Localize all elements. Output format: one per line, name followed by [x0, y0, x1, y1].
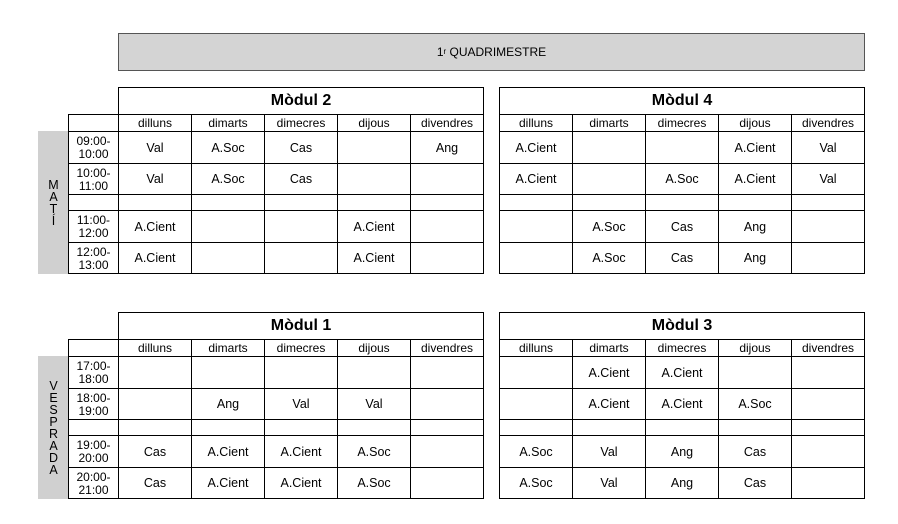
schedule-cell — [500, 195, 573, 211]
schedule-cell: A.Cient — [265, 436, 338, 468]
schedule-cell: Val — [119, 164, 192, 195]
time-slot — [70, 167, 117, 193]
schedule-cell: Cas — [646, 211, 719, 243]
schedule-cell: Cas — [265, 132, 338, 164]
schedule-cell — [792, 357, 865, 389]
day-header: dimecres — [646, 115, 719, 132]
day-header: dimarts — [192, 115, 265, 132]
schedule-cell: Val — [573, 436, 646, 468]
time-text: 12:00- — [76, 244, 111, 259]
time-slot — [70, 439, 117, 465]
time-row-border — [68, 273, 119, 274]
schedule-cell: Cas — [265, 164, 338, 195]
schedule-cell — [792, 420, 865, 436]
schedule-cell — [646, 132, 719, 164]
schedule-cell: Val — [338, 389, 411, 420]
day-header: divendres — [411, 115, 484, 132]
schedule-cell: A.Cient — [500, 164, 573, 195]
schedule-cell — [792, 211, 865, 243]
label-letter: R — [48, 426, 59, 441]
schedule-cell — [500, 243, 573, 274]
schedule-cell: Val — [573, 468, 646, 499]
schedule-cell — [500, 420, 573, 436]
vesprada-left-table — [118, 312, 484, 499]
schedule-cell — [411, 436, 484, 468]
schedule-cell: Cas — [119, 436, 192, 468]
time-row-border — [68, 388, 119, 389]
quadrimestre-header — [118, 33, 865, 71]
time-text: 18:00- — [76, 390, 111, 405]
schedule-cell — [792, 436, 865, 468]
label-letter: D — [48, 450, 59, 465]
label-letter: Í — [51, 213, 56, 228]
schedule-cell: Ang — [646, 468, 719, 499]
label-letter: S — [49, 402, 58, 417]
vesprada-label — [38, 356, 69, 499]
schedule-cell — [719, 357, 792, 389]
schedule-cell: Cas — [719, 468, 792, 499]
schedule-cell — [646, 195, 719, 211]
label-letter: P — [49, 414, 58, 429]
schedule-cell — [265, 420, 338, 436]
vesprada-right-table — [499, 312, 865, 499]
schedule-cell: Ang — [411, 132, 484, 164]
day-header: dilluns — [500, 115, 573, 132]
day-header: dimecres — [265, 340, 338, 357]
time-text: 13:00 — [78, 257, 109, 272]
schedule-cell — [338, 195, 411, 211]
schedule-cell — [411, 420, 484, 436]
time-text: 20:00- — [76, 469, 111, 484]
label-letter: E — [49, 390, 58, 405]
schedule-cell: A.Soc — [500, 468, 573, 499]
time-row-border — [68, 356, 119, 357]
schedule-cell — [411, 468, 484, 499]
day-header: divendres — [792, 340, 865, 357]
schedule-cell — [192, 243, 265, 274]
schedule-cell — [500, 211, 573, 243]
schedule-cell — [573, 132, 646, 164]
schedule-cell — [119, 420, 192, 436]
day-header: dimarts — [573, 340, 646, 357]
schedule-cell — [411, 195, 484, 211]
day-header: dimecres — [646, 340, 719, 357]
label-letter: A — [49, 189, 58, 204]
schedule-cell — [792, 389, 865, 420]
label-letter: A — [49, 438, 58, 453]
schedule-cell — [338, 420, 411, 436]
schedule-cell: Ang — [192, 389, 265, 420]
schedule-cell: Cas — [119, 468, 192, 499]
schedule-cell: A.Soc — [573, 211, 646, 243]
schedule-cell — [719, 420, 792, 436]
day-header: dimarts — [573, 115, 646, 132]
label-letter: M — [48, 177, 59, 192]
time-slot — [70, 360, 117, 386]
schedule-cell: Cas — [646, 243, 719, 274]
time-row-border — [68, 467, 119, 468]
schedule-cell — [792, 195, 865, 211]
schedule-cell: A.Soc — [192, 164, 265, 195]
schedule-cell — [500, 357, 573, 389]
day-header: dijous — [719, 115, 792, 132]
mati-label — [38, 131, 69, 274]
schedule-cell: A.Cient — [119, 211, 192, 243]
time-row-border — [68, 194, 119, 195]
label-letter: A — [49, 462, 58, 477]
schedule-cell — [265, 243, 338, 274]
schedule-cell: A.Soc — [500, 436, 573, 468]
schedule-cell: A.Cient — [719, 132, 792, 164]
time-slot — [70, 214, 117, 240]
time-row-border — [68, 419, 119, 420]
schedule-cell: Ang — [719, 243, 792, 274]
schedule-cell: A.Cient — [719, 164, 792, 195]
schedule-cell: A.Cient — [338, 211, 411, 243]
schedule-cell: A.Cient — [119, 243, 192, 274]
time-column-top-border — [68, 339, 119, 340]
schedule-cell — [192, 420, 265, 436]
day-header: dijous — [719, 340, 792, 357]
module-title: Mòdul 3 — [500, 313, 865, 340]
time-text: 17:00- — [76, 359, 111, 373]
label-letter: V — [49, 378, 58, 393]
schedule-cell — [573, 195, 646, 211]
schedule-cell — [573, 420, 646, 436]
schedule-cell — [411, 211, 484, 243]
schedule-cell: Val — [792, 132, 865, 164]
schedule-cell: A.Cient — [646, 357, 719, 389]
schedule-cell — [119, 357, 192, 389]
time-text: 10:00 — [78, 147, 109, 161]
day-header: dilluns — [119, 340, 192, 357]
schedule-cell — [500, 389, 573, 420]
schedule-cell — [338, 132, 411, 164]
time-slot — [70, 246, 117, 272]
time-row-border — [68, 210, 119, 211]
quadrimestre-number: 1 — [436, 45, 444, 59]
day-header: dijous — [338, 115, 411, 132]
schedule-cell — [338, 164, 411, 195]
quadrimestre-title: QUADRIMESTRE — [446, 45, 547, 59]
time-row-border — [68, 131, 119, 132]
schedule-cell: A.Soc — [719, 389, 792, 420]
schedule-cell: A.Cient — [192, 468, 265, 499]
module-title: Mòdul 4 — [500, 88, 865, 115]
mati-left-table — [118, 87, 484, 274]
schedule-cell — [792, 243, 865, 274]
schedule-cell: A.Cient — [646, 389, 719, 420]
day-header: dilluns — [119, 115, 192, 132]
schedule-cell: A.Cient — [500, 132, 573, 164]
time-text: 18:00 — [78, 372, 109, 386]
label-letter: T — [49, 201, 58, 216]
day-header: dimecres — [265, 115, 338, 132]
time-text: 21:00 — [78, 482, 109, 497]
time-slot — [70, 471, 117, 497]
day-header: divendres — [792, 115, 865, 132]
schedule-cell — [338, 357, 411, 389]
time-text: 20:00 — [78, 451, 109, 465]
module-title: Mòdul 1 — [119, 313, 484, 340]
schedule-cell — [192, 357, 265, 389]
time-row-border — [68, 163, 119, 164]
schedule-cell — [192, 195, 265, 211]
time-text: 10:00- — [76, 165, 111, 180]
schedule-cell: Ang — [719, 211, 792, 243]
day-header: dimarts — [192, 340, 265, 357]
schedule-cell: Cas — [719, 436, 792, 468]
time-slot — [70, 392, 117, 418]
schedule-cell — [411, 389, 484, 420]
schedule-cell: A.Soc — [192, 132, 265, 164]
schedule-cell: A.Cient — [192, 436, 265, 468]
schedule-cell — [192, 211, 265, 243]
day-header: divendres — [411, 340, 484, 357]
schedule-cell — [265, 195, 338, 211]
time-text: 12:00 — [78, 226, 109, 240]
time-text: 19:00 — [78, 403, 109, 418]
schedule-cell — [265, 357, 338, 389]
schedule-cell: A.Cient — [573, 357, 646, 389]
schedule-cell — [573, 164, 646, 195]
schedule-cell — [411, 164, 484, 195]
schedule-cell — [265, 211, 338, 243]
time-text: 11:00- — [76, 213, 111, 227]
schedule-cell — [719, 195, 792, 211]
time-row-border — [68, 498, 119, 499]
time-row-border — [68, 435, 119, 436]
time-column-top-border — [68, 114, 119, 115]
schedule-cell: Ang — [646, 436, 719, 468]
schedule-cell — [411, 357, 484, 389]
schedule-cell — [119, 389, 192, 420]
schedule-cell — [119, 195, 192, 211]
time-text: 19:00- — [76, 438, 111, 452]
time-text: 09:00- — [76, 134, 111, 148]
schedule-cell: Val — [265, 389, 338, 420]
schedule-cell: A.Soc — [338, 436, 411, 468]
schedule-cell — [792, 468, 865, 499]
schedule-cell: A.Cient — [338, 243, 411, 274]
time-row-border — [68, 242, 119, 243]
schedule-cell: A.Soc — [573, 243, 646, 274]
time-text: 11:00 — [78, 178, 109, 193]
day-header: dilluns — [500, 340, 573, 357]
schedule-cell: A.Soc — [338, 468, 411, 499]
module-title: Mòdul 2 — [119, 88, 484, 115]
time-slot — [70, 135, 117, 161]
schedule-cell — [646, 420, 719, 436]
schedule-cell: A.Soc — [646, 164, 719, 195]
quadrimestre-ordinal: r — [443, 46, 447, 56]
schedule-cell: A.Cient — [265, 468, 338, 499]
day-header: dijous — [338, 340, 411, 357]
schedule-cell: A.Cient — [573, 389, 646, 420]
mati-right-table — [499, 87, 865, 274]
schedule-cell — [411, 243, 484, 274]
schedule-cell: Val — [792, 164, 865, 195]
schedule-cell: Val — [119, 132, 192, 164]
